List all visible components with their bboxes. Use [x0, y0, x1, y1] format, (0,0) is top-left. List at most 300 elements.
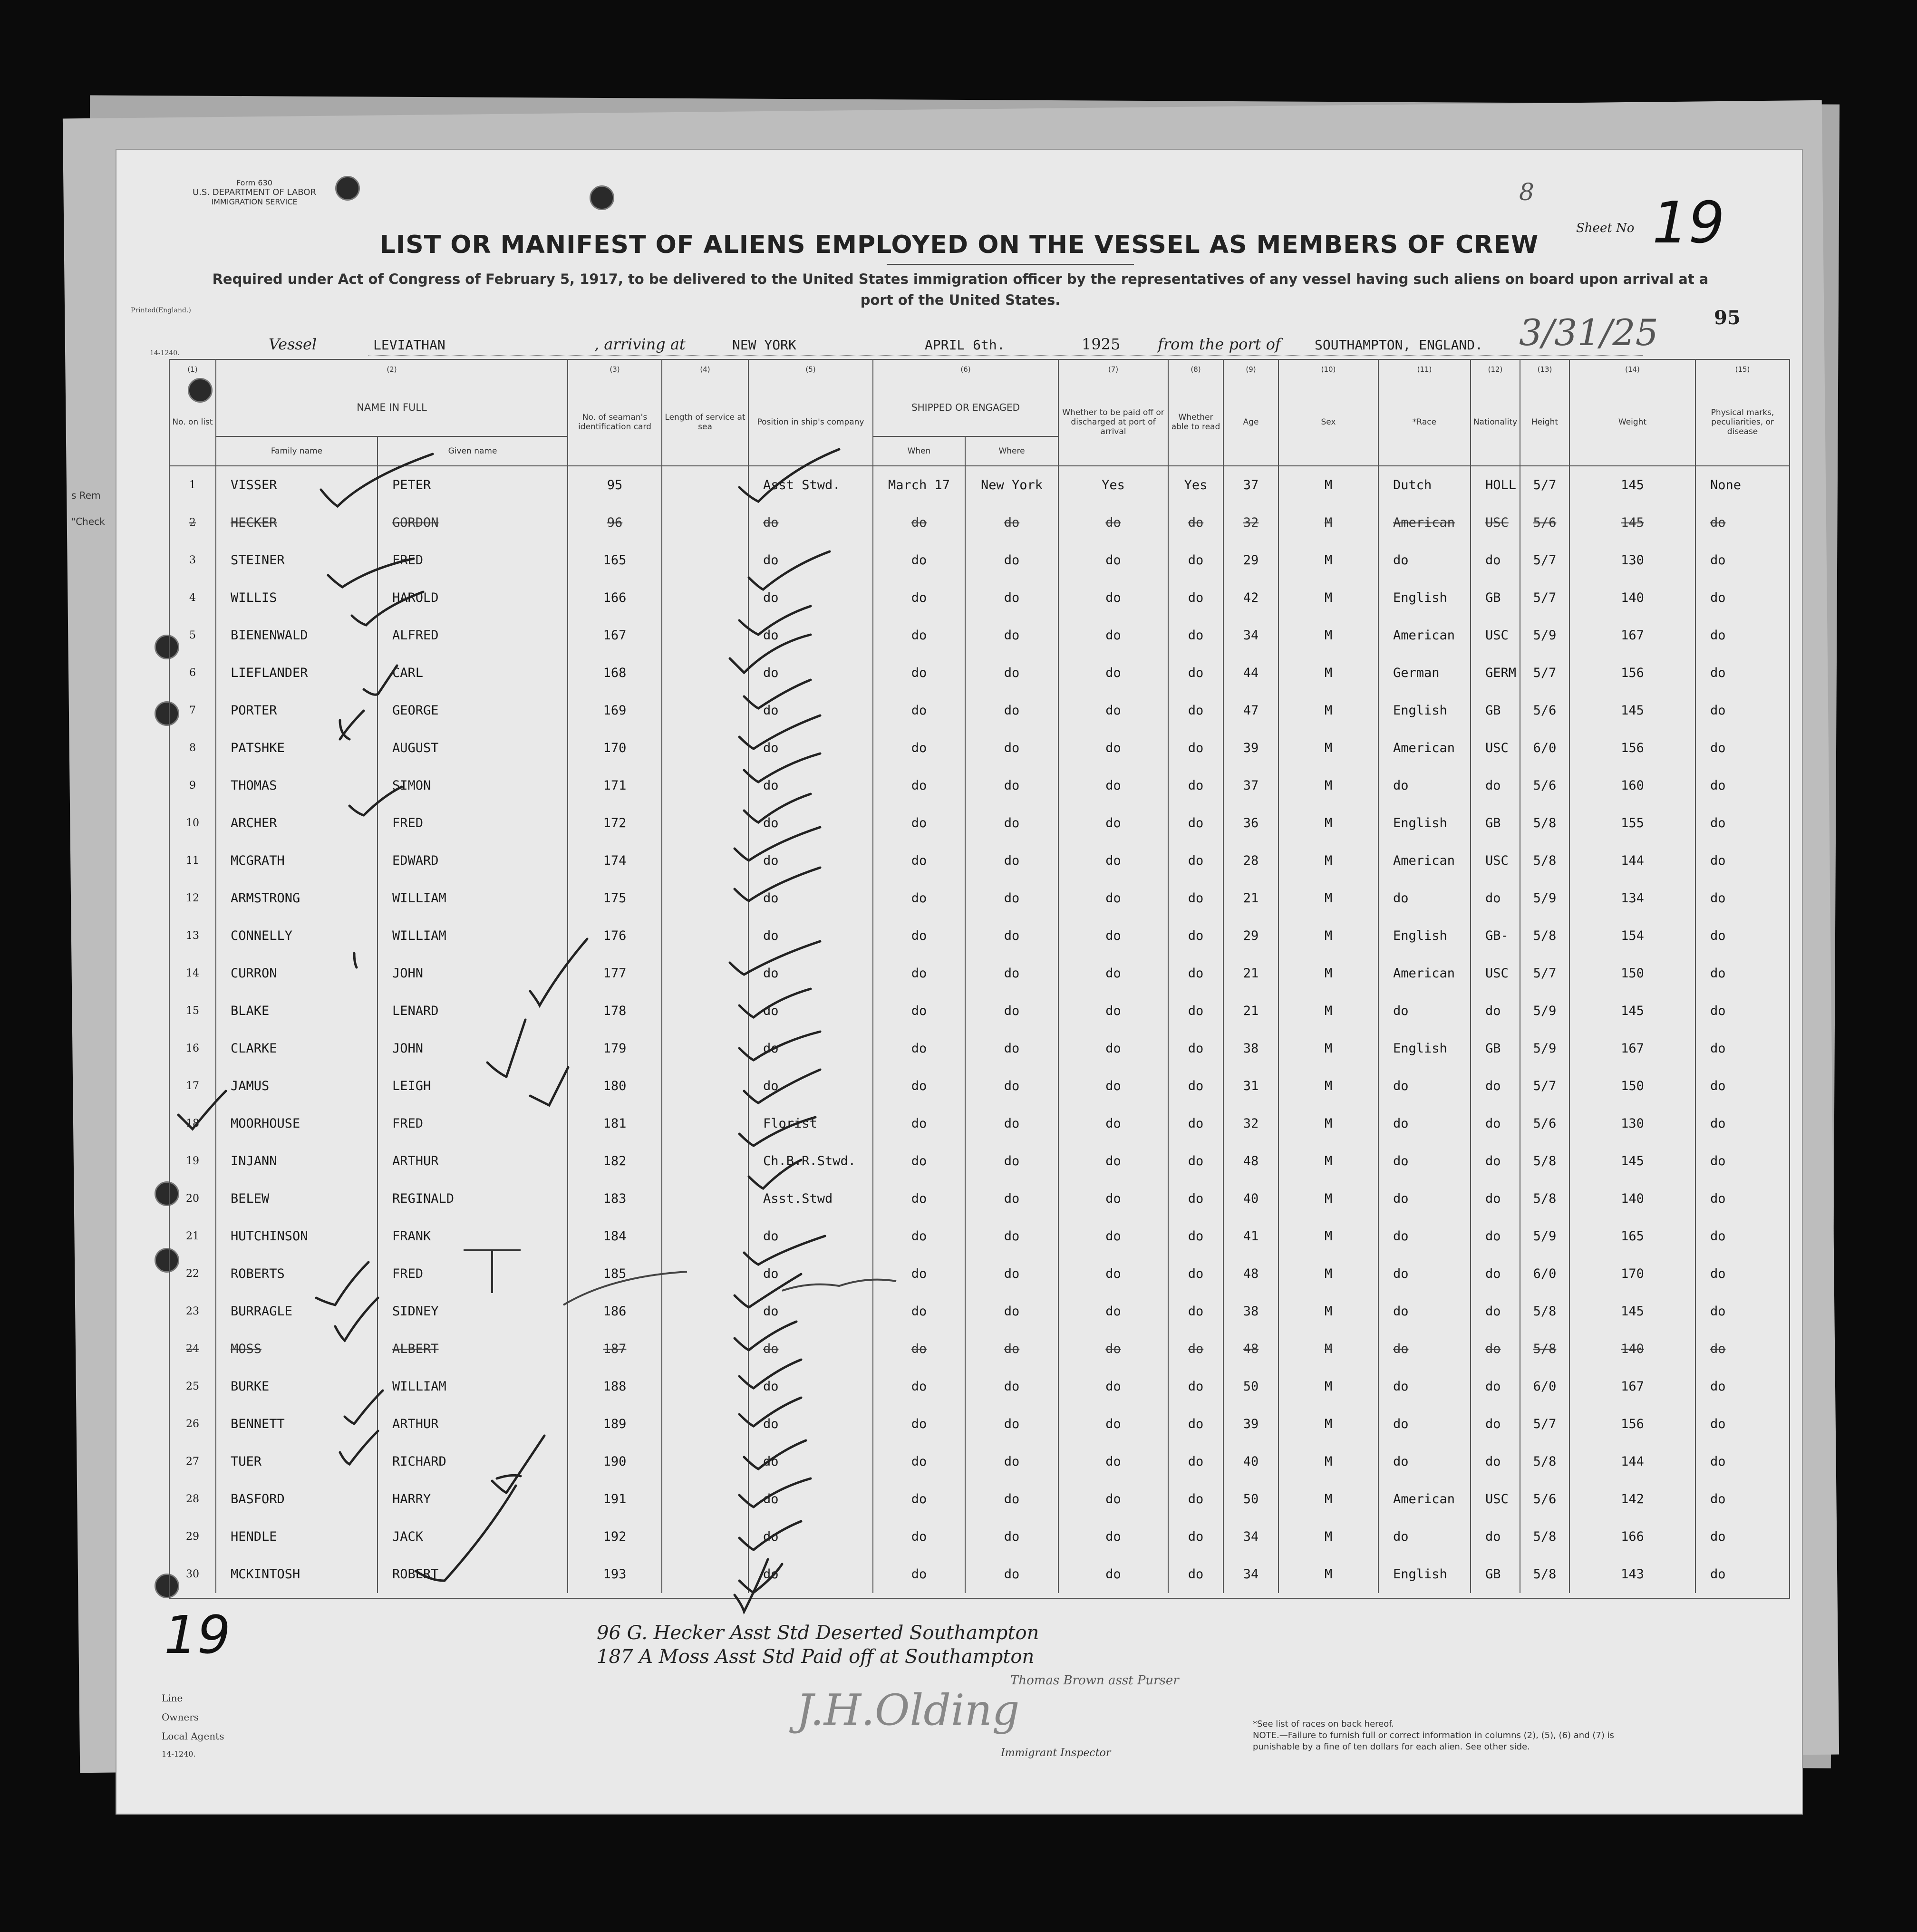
height-cell: 5/7 [1520, 1067, 1569, 1105]
age-cell: 38 [1223, 1030, 1278, 1067]
sex-cell: M [1278, 917, 1378, 955]
age-cell: 50 [1223, 1368, 1278, 1405]
shipped-when-cell: do [873, 1480, 965, 1518]
arriving-label: , arriving at [594, 335, 686, 353]
card-number-cell: 184 [568, 1217, 662, 1255]
race-cell: do [1378, 1255, 1471, 1293]
paid-off-cell: do [1058, 804, 1168, 842]
paid-off-cell: do [1058, 1443, 1168, 1480]
height-cell: 5/8 [1520, 842, 1569, 879]
paid-off-cell: do [1058, 654, 1168, 692]
family-name-cell: TUER [216, 1443, 378, 1480]
shipped-where-cell: do [965, 654, 1058, 692]
shipped-where-cell: do [965, 955, 1058, 992]
crew-row [169, 1293, 1790, 1330]
age-cell: 37 [1223, 767, 1278, 804]
position-cell: do [748, 504, 873, 541]
row-number-cell: 17 [169, 1067, 216, 1105]
paid-off-cell: do [1058, 1368, 1168, 1405]
weight-cell: 145 [1569, 1142, 1695, 1180]
col-num: (15) [1695, 359, 1790, 379]
race-cell: do [1378, 1330, 1471, 1368]
nationality-cell: GB- [1471, 917, 1520, 955]
col-num: (9) [1223, 359, 1278, 379]
weight-cell: 156 [1569, 1405, 1695, 1443]
row-number-cell: 9 [169, 767, 216, 804]
physical-marks-cell: do [1695, 692, 1790, 729]
weight-cell: 142 [1569, 1480, 1695, 1518]
col-num: (6) [873, 359, 1058, 379]
length-of-service-cell [662, 917, 748, 955]
age-cell: 37 [1223, 466, 1278, 504]
given-name-cell: FRED [378, 541, 568, 579]
age-cell: 48 [1223, 1330, 1278, 1368]
row-number-cell: 7 [169, 692, 216, 729]
nationality-cell: do [1471, 879, 1520, 917]
length-of-service-cell [662, 1330, 748, 1368]
able-to-read-cell: do [1168, 1142, 1223, 1180]
physical-marks-cell: do [1695, 1293, 1790, 1330]
shipped-when-cell: do [873, 1405, 965, 1443]
position-cell: Florist [748, 1105, 873, 1142]
header-physical: Physical marks, peculiarities, or disease [1695, 379, 1790, 466]
age-cell: 39 [1223, 729, 1278, 767]
sex-cell: M [1278, 1142, 1378, 1180]
weight-cell: 170 [1569, 1255, 1695, 1293]
sex-cell: M [1278, 1255, 1378, 1293]
family-name-cell: CLARKE [216, 1030, 378, 1067]
nationality-cell: do [1471, 1518, 1520, 1555]
age-cell: 50 [1223, 1480, 1278, 1518]
card-number-cell: 189 [568, 1405, 662, 1443]
sex-cell: M [1278, 804, 1378, 842]
age-cell: 29 [1223, 917, 1278, 955]
age-cell: 48 [1223, 1255, 1278, 1293]
crew-row [169, 729, 1790, 767]
row-number-cell: 25 [169, 1368, 216, 1405]
paid-off-cell: do [1058, 992, 1168, 1030]
crew-row [169, 541, 1790, 579]
position-cell: do [748, 879, 873, 917]
footnote-races: *See list of races on back hereof. [1253, 1719, 1394, 1729]
weight-cell: 140 [1569, 579, 1695, 617]
physical-marks-cell: do [1695, 579, 1790, 617]
age-cell: 44 [1223, 654, 1278, 692]
shipped-where-cell: do [965, 1255, 1058, 1293]
nationality-cell: USC [1471, 729, 1520, 767]
sex-cell: M [1278, 955, 1378, 992]
given-name-cell: SIDNEY [378, 1293, 568, 1330]
family-name-cell: ARCHER [216, 804, 378, 842]
given-name-cell: REGINALD [378, 1180, 568, 1217]
inspector-label: Immigrant Inspector [1001, 1747, 1111, 1759]
given-name-cell: RICHARD [378, 1443, 568, 1480]
sex-cell: M [1278, 729, 1378, 767]
weight-cell: 165 [1569, 1217, 1695, 1255]
age-cell: 36 [1223, 804, 1278, 842]
nationality-cell: GB [1471, 1555, 1520, 1593]
race-cell: American [1378, 729, 1471, 767]
height-cell: 5/6 [1520, 767, 1569, 804]
shipped-where-cell: do [965, 504, 1058, 541]
paid-off-cell: do [1058, 541, 1168, 579]
shipped-where-cell: do [965, 579, 1058, 617]
crew-row [169, 767, 1790, 804]
height-cell: 5/9 [1520, 1030, 1569, 1067]
physical-marks-cell: do [1695, 654, 1790, 692]
crew-row [169, 1555, 1790, 1593]
age-cell: 21 [1223, 955, 1278, 992]
shipped-when-cell: do [873, 804, 965, 842]
nationality-cell: do [1471, 1405, 1520, 1443]
sex-cell: M [1278, 1067, 1378, 1105]
page-title: LIST OR MANIFEST OF ALIENS EMPLOYED ON THE VESSEL AS MEMBERS OF CREW [379, 231, 1539, 259]
card-number-cell: 177 [568, 955, 662, 992]
nationality-cell: do [1471, 1255, 1520, 1293]
sex-cell: M [1278, 1443, 1378, 1480]
age-cell: 31 [1223, 1067, 1278, 1105]
able-to-read-cell: do [1168, 1405, 1223, 1443]
physical-marks-cell: do [1695, 1105, 1790, 1142]
family-name-cell: ROBERTS [216, 1255, 378, 1293]
able-to-read-cell: do [1168, 992, 1223, 1030]
nationality-cell: USC [1471, 842, 1520, 879]
age-cell: 21 [1223, 879, 1278, 917]
weight-cell: 156 [1569, 729, 1695, 767]
shipped-when-cell: do [873, 1067, 965, 1105]
crew-row [169, 1443, 1790, 1480]
position-cell: do [748, 767, 873, 804]
family-name-cell: VISSER [216, 466, 378, 504]
given-name-cell: ARTHUR [378, 1405, 568, 1443]
physical-marks-cell: do [1695, 1030, 1790, 1067]
physical-marks-cell: do [1695, 729, 1790, 767]
physical-marks-cell: do [1695, 842, 1790, 879]
position-cell: do [748, 1030, 873, 1067]
header-no-on-list: No. on list [169, 379, 216, 466]
race-cell: do [1378, 1368, 1471, 1405]
card-number-cell: 187 [568, 1330, 662, 1368]
row-number-cell: 27 [169, 1443, 216, 1480]
row-number-cell: 30 [169, 1555, 216, 1593]
length-of-service-cell [662, 1180, 748, 1217]
height-cell: 5/7 [1520, 466, 1569, 504]
sex-cell: M [1278, 1518, 1378, 1555]
family-name-cell: MOORHOUSE [216, 1105, 378, 1142]
row-number-cell: 20 [169, 1180, 216, 1217]
family-name-cell: WILLIS [216, 579, 378, 617]
shipped-where-cell: do [965, 1555, 1058, 1593]
length-of-service-cell [662, 504, 748, 541]
weight-cell: 140 [1569, 1180, 1695, 1217]
card-number-cell: 185 [568, 1255, 662, 1293]
shipped-when-cell: do [873, 1518, 965, 1555]
shipped-where-cell: do [965, 1330, 1058, 1368]
position-cell: Ch.B.R.Stwd. [748, 1142, 873, 1180]
able-to-read-cell: do [1168, 1293, 1223, 1330]
service-name: IMMIGRATION SERVICE [211, 197, 298, 206]
nationality-cell: do [1471, 1443, 1520, 1480]
nationality-cell: do [1471, 1330, 1520, 1368]
shipped-where-cell: do [965, 1405, 1058, 1443]
paid-off-cell: do [1058, 729, 1168, 767]
paid-off-cell: do [1058, 1217, 1168, 1255]
family-name-cell: BURRAGLE [216, 1293, 378, 1330]
shipped-when-cell: do [873, 992, 965, 1030]
race-cell: German [1378, 654, 1471, 692]
age-cell: 21 [1223, 992, 1278, 1030]
sex-cell: M [1278, 879, 1378, 917]
row-number-cell: 3 [169, 541, 216, 579]
race-cell: American [1378, 617, 1471, 654]
given-name-cell: ALFRED [378, 617, 568, 654]
height-cell: 5/9 [1520, 617, 1569, 654]
from-port-label: from the port of [1158, 335, 1281, 353]
family-name-cell: HENDLE [216, 1518, 378, 1555]
position-cell: do [748, 1518, 873, 1555]
length-of-service-cell [662, 1405, 748, 1443]
crew-row [169, 1105, 1790, 1142]
height-cell: 5/9 [1520, 879, 1569, 917]
card-number-cell: 176 [568, 917, 662, 955]
crew-row [169, 955, 1790, 992]
paid-off-cell: do [1058, 879, 1168, 917]
sex-cell: M [1278, 1368, 1378, 1405]
position-cell: do [748, 1067, 873, 1105]
able-to-read-cell: do [1168, 1255, 1223, 1293]
age-cell: 29 [1223, 541, 1278, 579]
shipped-where-cell: do [965, 804, 1058, 842]
card-number-cell: 188 [568, 1368, 662, 1405]
shipped-where-cell: do [965, 541, 1058, 579]
weight-cell: 130 [1569, 541, 1695, 579]
race-cell: English [1378, 579, 1471, 617]
length-of-service-cell [662, 879, 748, 917]
race-cell: do [1378, 1443, 1471, 1480]
given-name-cell: LEIGH [378, 1067, 568, 1105]
sex-cell: M [1278, 466, 1378, 504]
row-number-cell: 26 [169, 1405, 216, 1443]
shipped-where-cell: do [965, 767, 1058, 804]
nationality-cell: do [1471, 1180, 1520, 1217]
crew-row [169, 1030, 1790, 1067]
row-number-cell: 28 [169, 1480, 216, 1518]
length-of-service-cell [662, 1255, 748, 1293]
family-name-cell: JAMUS [216, 1067, 378, 1105]
vessel-rule [368, 355, 1643, 356]
arrival-port: NEW YORK [732, 337, 796, 353]
position-cell: do [748, 955, 873, 992]
weight-cell: 156 [1569, 654, 1695, 692]
able-to-read-cell: do [1168, 1443, 1223, 1480]
crew-row [169, 879, 1790, 917]
position-cell: do [748, 579, 873, 617]
race-cell: do [1378, 879, 1471, 917]
printed-note: Printed(England.) [131, 307, 191, 314]
sex-cell: M [1278, 541, 1378, 579]
age-cell: 40 [1223, 1443, 1278, 1480]
family-name-cell: THOMAS [216, 767, 378, 804]
card-number-cell: 168 [568, 654, 662, 692]
length-of-service-cell [662, 992, 748, 1030]
position-cell: do [748, 1443, 873, 1480]
card-number-cell: 174 [568, 842, 662, 879]
header-shipped: SHIPPED OR ENGAGED [873, 379, 1058, 436]
card-number-cell: 175 [568, 879, 662, 917]
position-cell: do [748, 729, 873, 767]
length-of-service-cell [662, 541, 748, 579]
row-number-cell: 8 [169, 729, 216, 767]
able-to-read-cell: do [1168, 842, 1223, 879]
shipped-where-cell: do [965, 1030, 1058, 1067]
physical-marks-cell: do [1695, 1480, 1790, 1518]
shipped-when-cell: do [873, 1368, 965, 1405]
given-name-cell: ALBERT [378, 1330, 568, 1368]
note-line-3: Thomas Brown asst Purser [1010, 1673, 1179, 1688]
family-name-cell: BLAKE [216, 992, 378, 1030]
shipped-when-cell: do [873, 767, 965, 804]
shipped-where-cell: do [965, 729, 1058, 767]
length-of-service-cell [662, 466, 748, 504]
punch-hole [335, 176, 360, 201]
family-name-cell: PORTER [216, 692, 378, 729]
paid-off-cell: do [1058, 955, 1168, 992]
crew-row [169, 1518, 1790, 1555]
height-cell: 5/8 [1520, 1555, 1569, 1593]
height-cell: 5/7 [1520, 579, 1569, 617]
shipped-where-cell: do [965, 1142, 1058, 1180]
race-cell: do [1378, 1105, 1471, 1142]
given-name-cell: WILLIAM [378, 879, 568, 917]
shipped-where-cell: do [965, 617, 1058, 654]
nationality-cell: USC [1471, 617, 1520, 654]
crew-row [169, 466, 1790, 504]
inspector-signature: J.H.Olding [796, 1685, 1020, 1735]
shipped-when-cell: do [873, 729, 965, 767]
paid-off-cell: do [1058, 1330, 1168, 1368]
able-to-read-cell: do [1168, 1368, 1223, 1405]
height-cell: 5/6 [1520, 504, 1569, 541]
height-cell: 5/8 [1520, 917, 1569, 955]
card-number-cell: 167 [568, 617, 662, 654]
length-of-service-cell [662, 1030, 748, 1067]
height-cell: 5/7 [1520, 955, 1569, 992]
arrival-year: 1925 [1082, 335, 1121, 353]
card-number-cell: 178 [568, 992, 662, 1030]
age-cell: 42 [1223, 579, 1278, 617]
height-cell: 5/8 [1520, 1142, 1569, 1180]
position-cell: do [748, 1217, 873, 1255]
able-to-read-cell: do [1168, 579, 1223, 617]
crew-row [169, 842, 1790, 879]
card-number-cell: 172 [568, 804, 662, 842]
family-name-cell: HECKER [216, 504, 378, 541]
header-position: Position in ship's company [748, 379, 873, 466]
able-to-read-cell: do [1168, 1030, 1223, 1067]
sex-cell: M [1278, 617, 1378, 654]
sex-cell: M [1278, 992, 1378, 1030]
able-to-read-cell: do [1168, 1330, 1223, 1368]
footer-code: 14-1240. [162, 1749, 196, 1758]
crew-row [169, 504, 1790, 541]
race-cell: do [1378, 1518, 1471, 1555]
length-of-service-cell [662, 842, 748, 879]
race-cell: American [1378, 842, 1471, 879]
table-footer-rule [169, 1593, 1790, 1598]
height-cell: 5/8 [1520, 1330, 1569, 1368]
given-name-cell: JACK [378, 1518, 568, 1555]
col-num: (2) [216, 359, 568, 379]
weight-cell: 150 [1569, 1067, 1695, 1105]
weight-cell: 154 [1569, 917, 1695, 955]
given-name-cell: HARRY [378, 1480, 568, 1518]
card-number-cell: 96 [568, 504, 662, 541]
race-cell: do [1378, 1217, 1471, 1255]
sex-cell: M [1278, 504, 1378, 541]
family-name-cell: CONNELLY [216, 917, 378, 955]
given-name-cell: FRED [378, 804, 568, 842]
position-cell: do [748, 1480, 873, 1518]
header-family-name: Family name [216, 436, 378, 466]
header-race: *Race [1378, 379, 1471, 466]
race-cell: American [1378, 1480, 1471, 1518]
paid-off-cell: do [1058, 842, 1168, 879]
sex-cell: M [1278, 1405, 1378, 1443]
nationality-cell: USC [1471, 955, 1520, 992]
sheet-number-label: Sheet No [1576, 221, 1635, 235]
age-cell: 48 [1223, 1142, 1278, 1180]
physical-marks-cell: do [1695, 541, 1790, 579]
physical-marks-cell: do [1695, 1180, 1790, 1217]
shipped-where-cell: do [965, 1480, 1058, 1518]
physical-marks-cell: do [1695, 1443, 1790, 1480]
length-of-service-cell [662, 654, 748, 692]
header-card: No. of seaman's identification card [568, 379, 662, 466]
age-cell: 32 [1223, 1105, 1278, 1142]
crew-row [169, 617, 1790, 654]
physical-marks-cell: do [1695, 1330, 1790, 1368]
note-line-1: 96 G. Hecker Asst Std Deserted Southampton [597, 1622, 1039, 1644]
position-cell: do [748, 692, 873, 729]
age-cell: 34 [1223, 1555, 1278, 1593]
shipped-where-cell: do [965, 917, 1058, 955]
weight-cell: 167 [1569, 1030, 1695, 1067]
family-name-cell: BURKE [216, 1368, 378, 1405]
length-of-service-cell [662, 1518, 748, 1555]
height-cell: 5/7 [1520, 541, 1569, 579]
footer-agents-label: Local Agents [162, 1730, 224, 1742]
race-cell: English [1378, 1555, 1471, 1593]
age-cell: 41 [1223, 1217, 1278, 1255]
weight-cell: 155 [1569, 804, 1695, 842]
crew-row [169, 1330, 1790, 1368]
card-number-cell: 193 [568, 1555, 662, 1593]
header-when: When [873, 436, 965, 466]
able-to-read-cell: do [1168, 917, 1223, 955]
crew-row [169, 992, 1790, 1030]
given-name-cell: WILLIAM [378, 917, 568, 955]
length-of-service-cell [662, 1105, 748, 1142]
left-margin-fragment: "Check [71, 516, 105, 527]
able-to-read-cell: do [1168, 955, 1223, 992]
card-number-cell: 169 [568, 692, 662, 729]
nationality-cell: HOLL [1471, 466, 1520, 504]
weight-cell: 145 [1569, 992, 1695, 1030]
crew-row [169, 1067, 1790, 1105]
shipped-when-cell: do [873, 654, 965, 692]
vessel-label: Vessel [269, 335, 317, 353]
physical-marks-cell: do [1695, 879, 1790, 917]
